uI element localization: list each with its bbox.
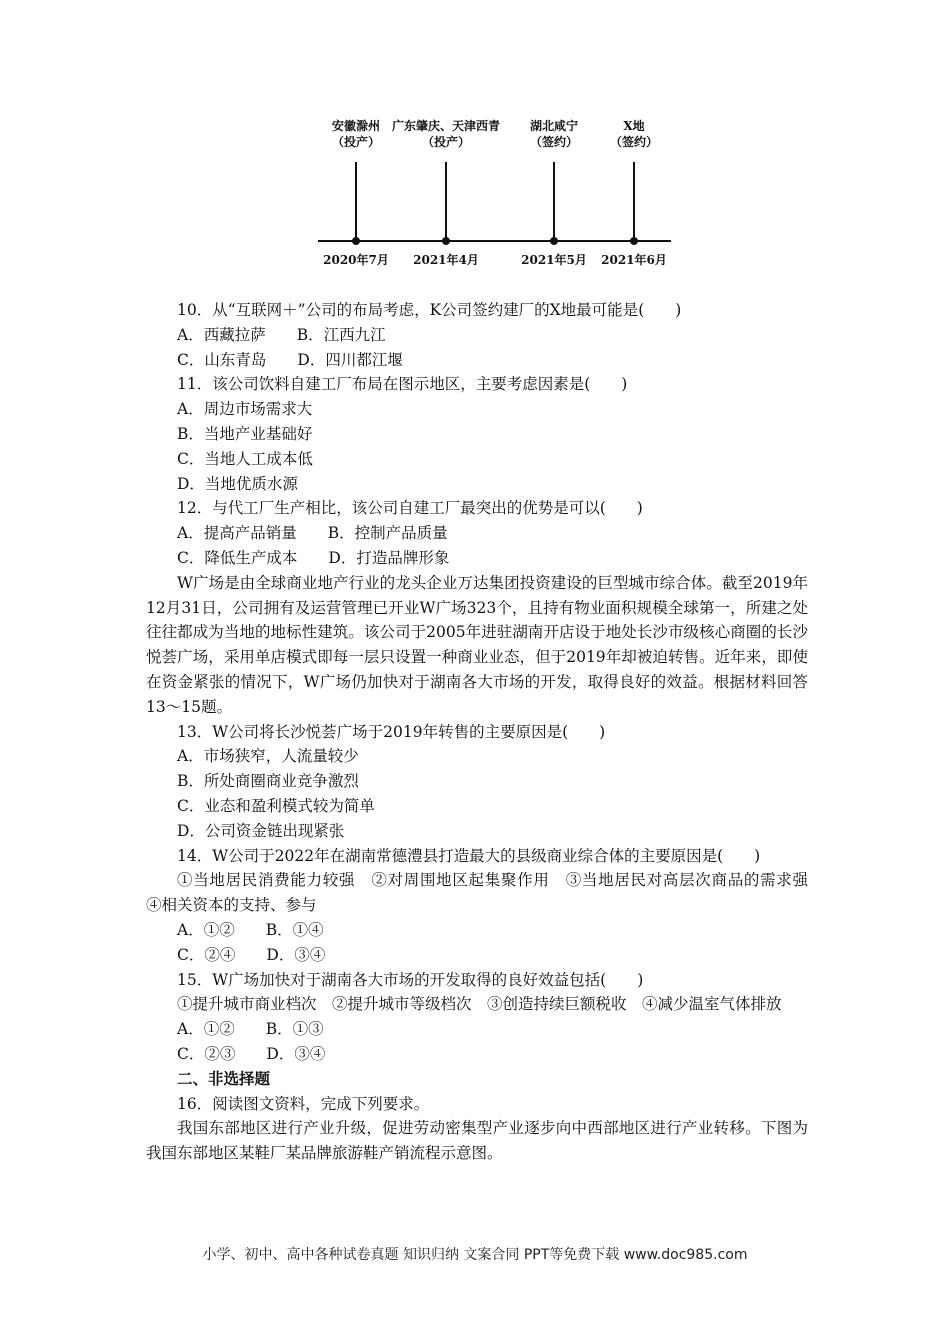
question-16-stem: 16．阅读图文资料，完成下列要求。: [177, 1094, 430, 1113]
question-10-options-cd: [146, 348, 808, 373]
question-14-stem: 14．W公司于2022年在湖南常德澧县打造最大的县级商业综合体的主要原因是( ): [177, 846, 761, 865]
option: A．①②: [177, 920, 235, 939]
question-15-items: ①提升城市商业档次 ②提升城市等级档次 ③创造持续巨额税收 ④减少温室气体排放: [177, 995, 782, 1014]
timeline-date-1: 2020年7月: [323, 253, 389, 267]
option: B．①③: [265, 1020, 324, 1039]
timeline-date-4: 2021年6月: [601, 253, 667, 267]
question-14-items: ①当地居民消费能力较强 ②对周围地区起集聚作用 ③当地居民对高层次商品的需求强 ④相关资本的支持、参与: [146, 871, 824, 915]
option: A．西藏拉萨: [177, 325, 266, 344]
timeline-figure: [300, 118, 690, 278]
timeline-date-2: 2021年4月: [413, 253, 479, 267]
option: C．②④: [177, 945, 236, 964]
question-12-options-cd: [146, 546, 808, 571]
option: B．江西九江: [296, 325, 386, 344]
option: C．当地人工成本低: [177, 449, 313, 468]
option: C．降低生产成本: [177, 548, 298, 567]
question-15-stem: 15．W广场加快对于湖南各大市场的开发取得的良好效益包括( ): [177, 970, 644, 989]
question-10-stem: 10．从“互联网＋”公司的布局考虑，K公司签约建厂的X地最可能是( ): [177, 301, 682, 319]
option: B．控制产品质量: [327, 524, 448, 543]
timeline-stem: [553, 162, 555, 241]
option: B．①④: [265, 920, 324, 939]
timeline-axis: [318, 240, 671, 242]
option: D．四川都江堰: [297, 350, 403, 369]
section-heading: 二、非选择题: [177, 1068, 271, 1088]
option: B．当地产业基础好: [177, 424, 313, 443]
timeline-label-4: X地 （签约）: [609, 119, 658, 149]
timeline-label-1: 安徽滁州 （投产）: [331, 119, 380, 149]
question-12-options-ab: [146, 521, 808, 546]
option: D．③④: [266, 945, 326, 964]
option: B．所处商圈商业竞争激烈: [177, 772, 359, 791]
timeline-label-2: 广东肇庆、天津西青 （投产）: [391, 119, 500, 149]
question-14-options-ab: [146, 918, 808, 943]
question-15-options-ab: [146, 1017, 808, 1042]
option: D．公司资金链出现紧张: [177, 821, 345, 840]
option: D．打造品牌形象: [328, 548, 450, 567]
question-14-options-cd: [146, 943, 808, 968]
passage-w-plaza: W广场是由全球商业地产行业的龙头企业万达集团投资建设的巨型城市综合体。截至2019年12月31日，公司拥有及运营管理已开业W广场323个，且持有物业面积规模全球第一，所建之处往往都成为当地的地标性建筑。该公司于2005年进驻湖南开店设于地处长沙市级核心商圈的长沙悦荟广场，采用单店模式即每一层只设置一种商业业态，但于2019年却被迫转售。近年来，即使在资金紧张的情况下，W广场仍加快对于湖南各大市场的开发，取得良好的效益。根据材料回答13～15题。: [146, 573, 808, 716]
option: D．当地优质水源: [177, 474, 298, 493]
option: A．周边市场需求大: [177, 400, 313, 419]
timeline-dot: [442, 237, 450, 245]
page-footer: 小学、初中、高中各种试卷真题 知识归纳 文案合同 PPT等免费下载 www.doc985.com: [202, 1247, 748, 1263]
timeline-stem: [355, 162, 357, 241]
question-12-stem: 12．与代工厂生产相比，该公司自建工厂最突出的优势是可以( ): [177, 499, 643, 518]
question-15-options-cd: [146, 1042, 808, 1067]
option: C．业态和盈利模式较为简单: [177, 796, 375, 815]
option: C．山东青岛: [177, 350, 267, 369]
option: C．②③: [177, 1044, 236, 1063]
timeline-date-3: 2021年5月: [521, 253, 587, 267]
option: A．①②: [177, 1020, 235, 1039]
timeline-stem: [445, 162, 447, 241]
question-11-stem: 11．该公司饮料自建工厂布局在图示地区，主要考虑因素是( ): [177, 375, 628, 394]
option: D．③④: [266, 1044, 326, 1063]
timeline-dot: [550, 237, 558, 245]
question-13-stem: 13．W公司将长沙悦荟广场于2019年转售的主要原因是( ): [177, 722, 606, 741]
question-10-options-ab: [146, 323, 808, 348]
timeline-dot: [630, 237, 638, 245]
option: A．提高产品销量: [177, 524, 297, 543]
question-16-text: 我国东部地区进行产业升级，促进劳动密集型产业逐步向中西部地区进行产业转移。下图为我国东部地区某鞋厂某品牌旅游鞋产销流程示意图。: [146, 1119, 808, 1163]
option: A．市场狭窄，人流量较少: [177, 747, 359, 766]
timeline-label-3: 湖北咸宁 （签约）: [529, 119, 578, 149]
timeline-dot: [352, 237, 360, 245]
question-content: [146, 298, 824, 1166]
timeline-stem: [633, 162, 635, 241]
